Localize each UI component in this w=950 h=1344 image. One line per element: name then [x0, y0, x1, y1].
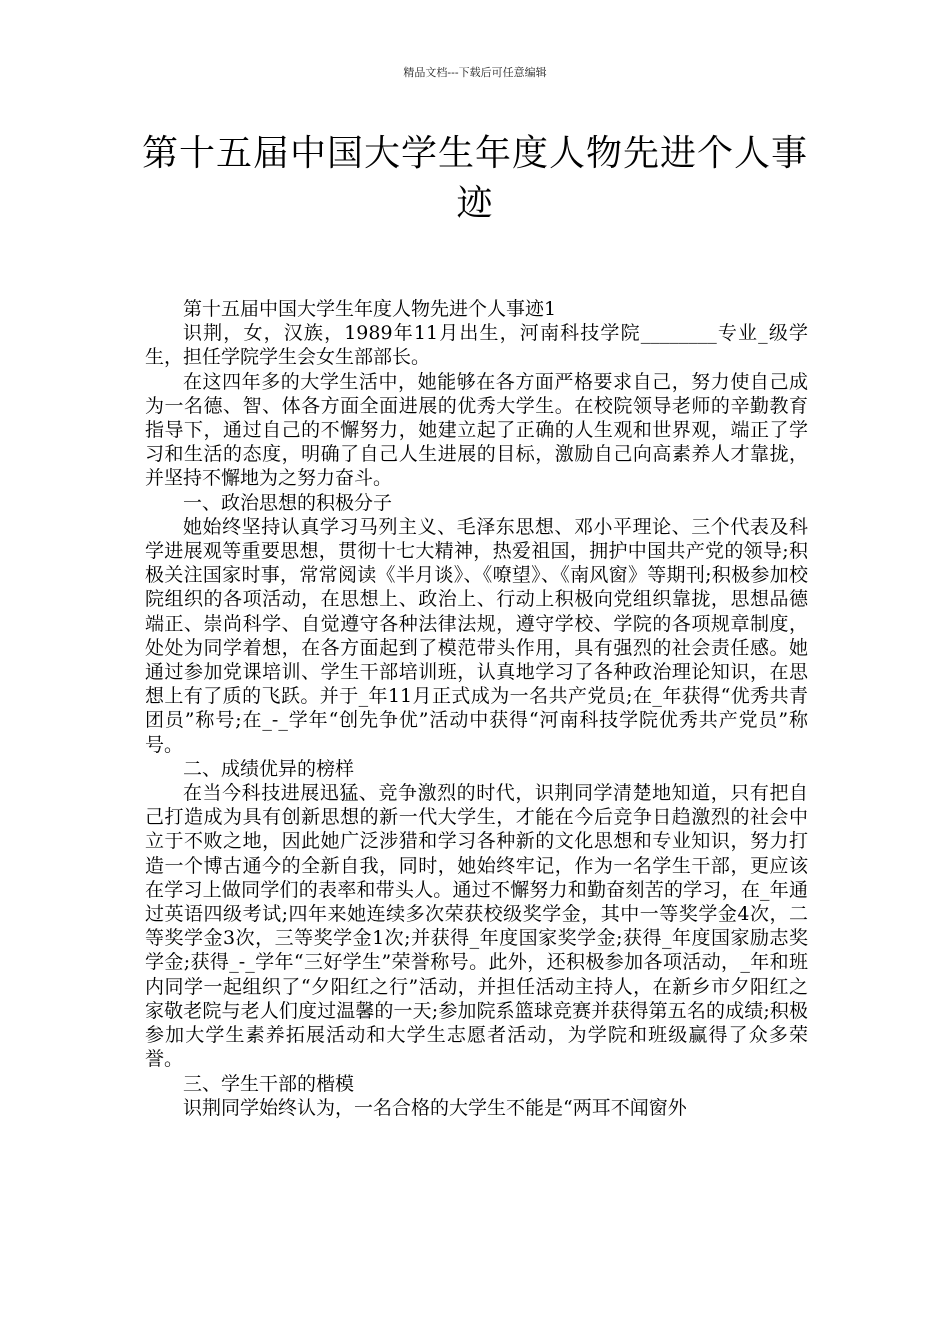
body-paragraph-subtitle: 第十五届中国大学生年度人物先进个人事迹1: [183, 298, 557, 320]
body-paragraph-summary: 在这四年多的大学生活中，她能够在各方面严格要求自己，努力使自己成为一名德、智、体各方面全面进展的优秀大学生。在校院领导老师的辛勤教育指导下，通过自己的不懈努力，她建立起了正确的人生观和世界观，端正了学习和生活的态度，明确了自己人生进展的目标，激励自己向高素养人才靠拢，并坚持不懈地为之努力奋斗。: [145, 370, 808, 490]
body-paragraph-academics: 在当今科技进展迅猛、竞争激烈的时代，识荆同学清楚地知道，只有把自己打造成为具有创新思想的新一代大学生，才能在今后竞争日趋激烈的社会中立于不败之地，因此她广泛涉猎和学习各种新的文化思想和专业知识，努力打造一个博古通今的全新自我，同时，她始终牢记，作为一名学生干部，更应该在学习上做同学们的表率和带头人。通过不懈努力和勤奋刻苦的学习，在_年通过英语四级考试;四年来她连续多次荣获校级奖学金，其中一等奖学金4次，二等奖学金3次，三等奖学金1次;并获得_年度国家奖学金;获得_年度国家励志奖学金;获得_-_学年“三好学生”荣誉称号。此外，还积极参加各项活动，_年和班内同学一起组织了“夕阳红之行”活动，并担任活动主持人，在新乡市夕阳红之家敬老院与老人们度过温馨的一天;参加院系篮球竞赛并获得第五名的成绩;积极参加大学生素养拓展活动和大学生志愿者活动，为学院和班级赢得了众多荣誉。: [145, 782, 808, 1071]
body-paragraph-leadership: 识荆同学始终认为，一名合格的大学生不能是“两耳不闻窗外: [183, 1096, 687, 1119]
section-heading-leadership: 三、学生干部的楷模: [183, 1072, 355, 1095]
header-note: 精品文档---下载后可任意编辑: [403, 66, 547, 79]
section-heading-politics: 一、政治思想的积极分子: [183, 491, 393, 514]
section-heading-academics: 二、成绩优异的榜样: [183, 757, 355, 780]
body-paragraph-intro: 识荆，女，汉族，1989年11月出生，河南科技学院________专业_级学生，担任学院学生会女生部部长。: [145, 322, 808, 369]
document-body: [145, 297, 808, 1120]
document-title: 第十五届中国大学生年度人物先进个人事迹: [141, 133, 808, 224]
body-paragraph-politics: 她始终坚持认真学习马列主义、毛泽东思想、邓小平理论、三个代表及科学进展观等重要思想，贯彻十七大精神，热爱祖国，拥护中国共产党的领导;积极关注国家时事，常常阅读《半月谈》、《嘹望》、《南风窗》等期刊;积极参加校院组织的各项活动，在思想上、政治上、行动上积极向党组织靠拢，思想品德端正、崇尚科学、自觉遵守各种法律法规，遵守学校、学院的各项规章制度，处处为同学着想，在各方面起到了模范带头作用，具有强烈的社会责任感。她通过参加党课培训、学生干部培训班，认真地学习了各种政治理论知识，在思想上有了质的飞跃。并于_年11月正式成为一名共产党员;在_年获得“优秀共青团员”称号;在_-_学年“创先争优”活动中获得“河南科技学院优秀共产党员”称号。: [145, 515, 808, 756]
